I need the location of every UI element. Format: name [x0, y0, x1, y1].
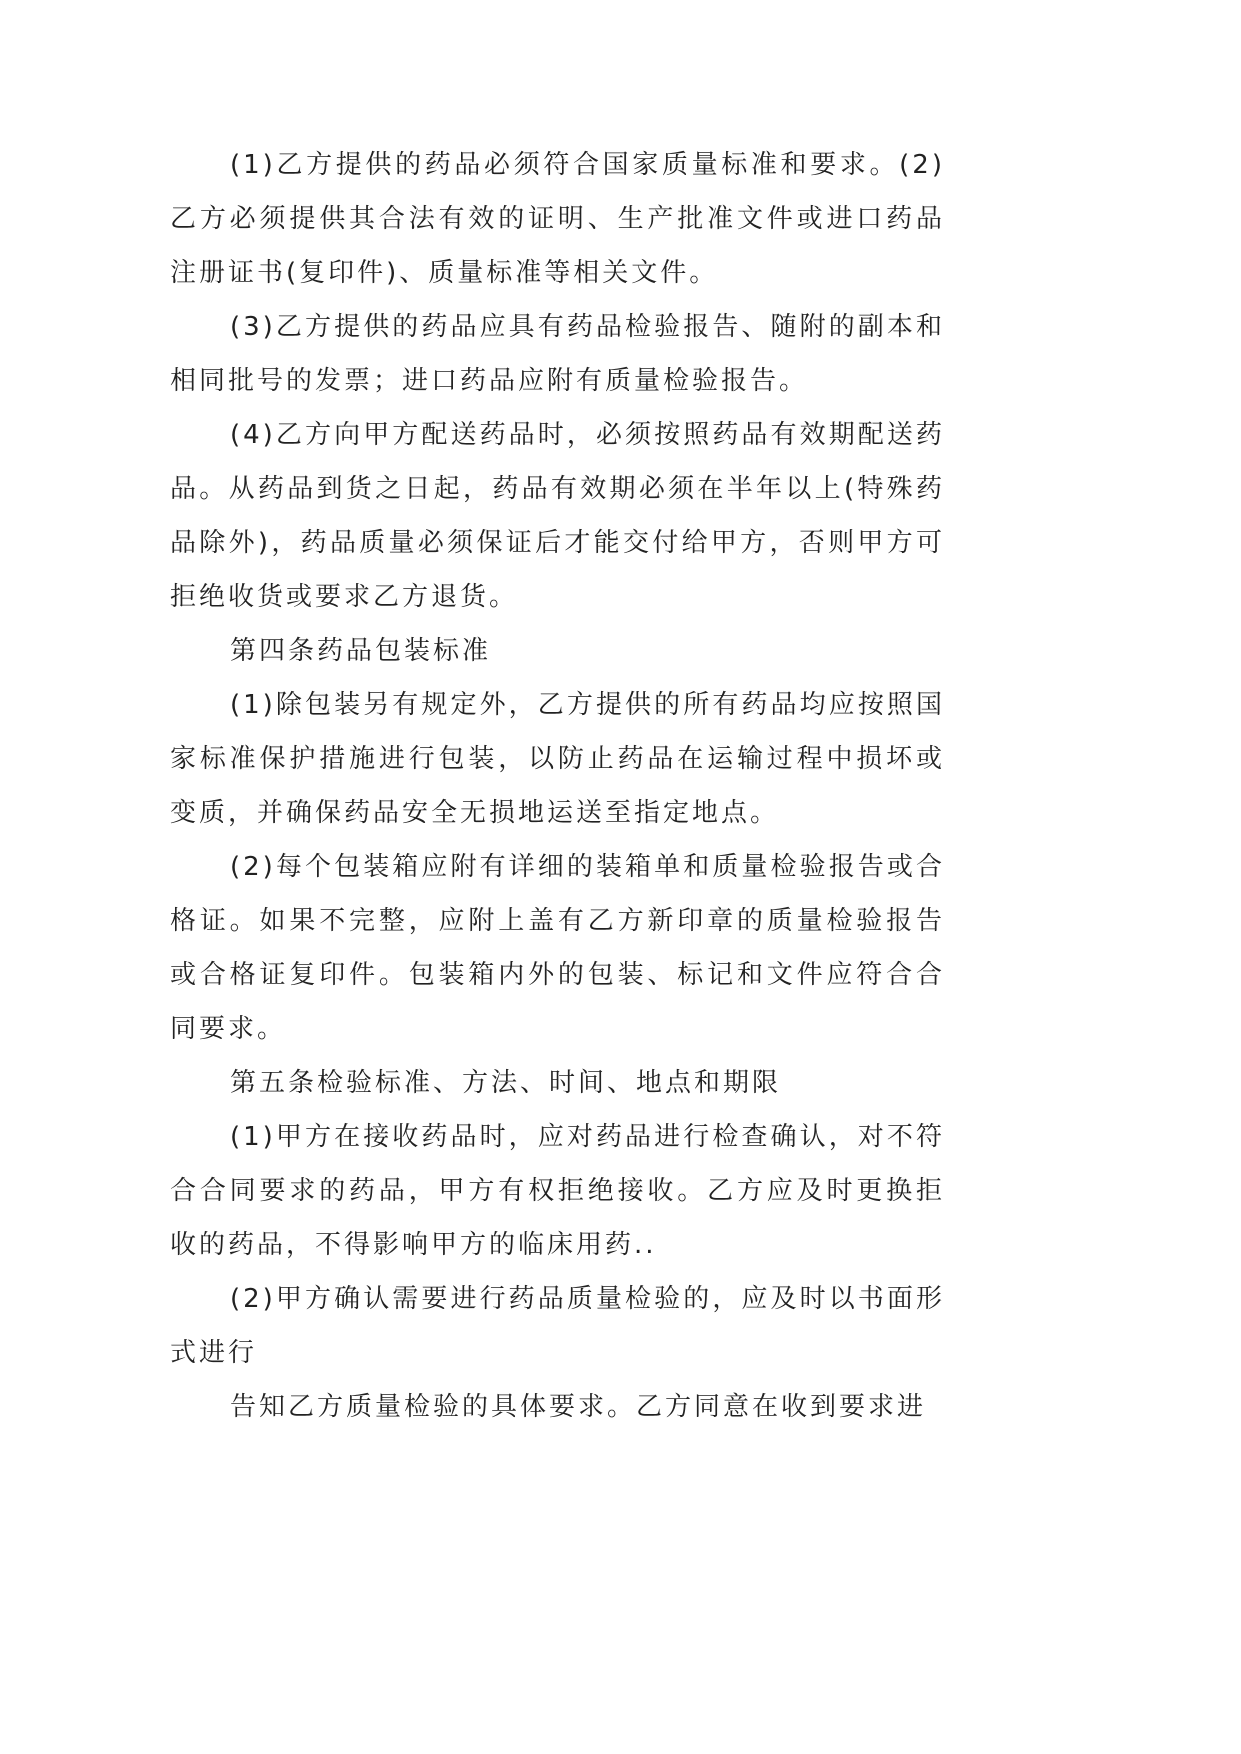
paragraph-clause-3-item-4: (4)乙方向甲方配送药品时，必须按照药品有效期配送药品。从药品到货之日起，药品有效期必须在半年以上(特殊药品除外)，药品质量必须保证后才能交付给甲方，否则甲方可拒绝收货或要求乙方退货。	[170, 420, 945, 612]
paragraph-article-5-item-1: (1)甲方在接收药品时，应对药品进行检查确认，对不符合合同要求的药品，甲方有权拒绝接收。乙方应及时更换拒收的药品，不得影响甲方的临床用药..	[170, 1122, 945, 1260]
paragraph-article-5-continuation: 告知乙方质量检验的具体要求。乙方同意在收到要求进	[230, 1392, 927, 1422]
paragraph-article-5-item-2: (2)甲方确认需要进行药品质量检验的，应及时以书面形式进行	[170, 1284, 945, 1368]
document-body	[170, 138, 945, 1434]
paragraph-article-4-item-1: (1)除包装另有规定外，乙方提供的所有药品均应按照国家标准保护措施进行包装，以防止药品在运输过程中损坏或变质，并确保药品安全无损地运送至指定地点。	[170, 690, 945, 828]
paragraph-clause-3-item-3: (3)乙方提供的药品应具有药品检验报告、随附的副本和相同批号的发票；进口药品应附有质量检验报告。	[170, 312, 945, 396]
paragraph-article-4-item-2: (2)每个包装箱应附有详细的装箱单和质量检验报告或合格证。如果不完整，应附上盖有乙方新印章的质量检验报告或合格证复印件。包装箱内外的包装、标记和文件应符合合同要求。	[170, 852, 945, 1044]
heading-article-5: 第五条检验标准、方法、时间、地点和期限	[230, 1068, 782, 1098]
paragraph-clause-3-item-1-2: (1)乙方提供的药品必须符合国家质量标准和要求。(2)乙方必须提供其合法有效的证明、生产批准文件或进口药品注册证书(复印件)、质量标准等相关文件。	[170, 150, 945, 288]
heading-article-4: 第四条药品包装标准	[230, 636, 492, 666]
